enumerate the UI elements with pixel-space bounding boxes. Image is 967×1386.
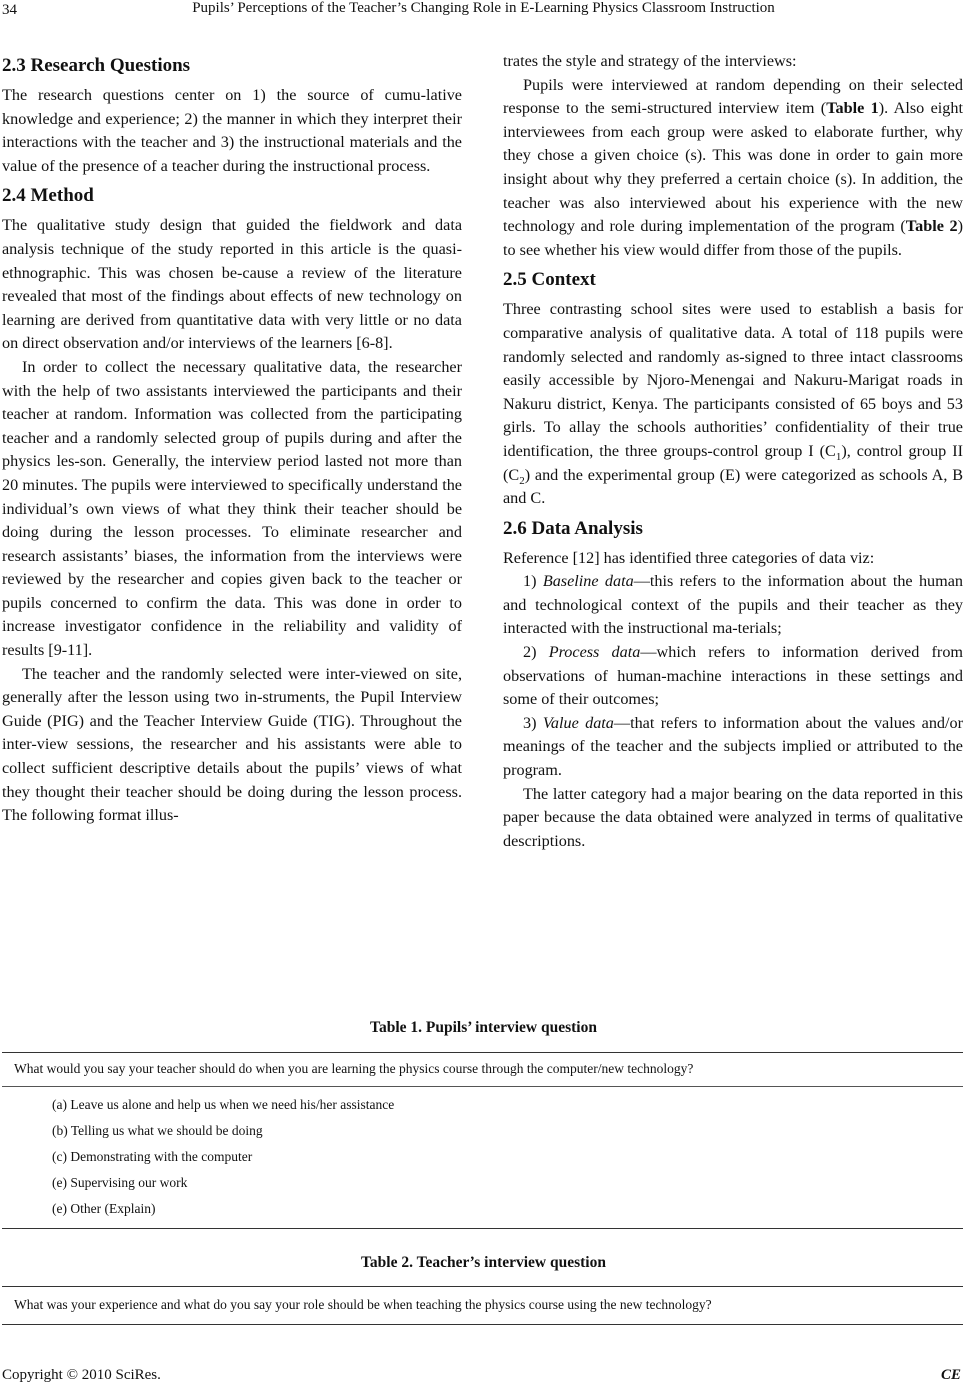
paragraph: trates the style and strategy of the interviews: (503, 52, 797, 70)
table-1-option: (c) Demonstrating with the computer (52, 1149, 253, 1164)
table-1-mid-rule (2, 1086, 963, 1087)
table-2-caption: Table 2. Teacher’s interview question (361, 1254, 606, 1271)
page-number: 34 (2, 2, 17, 18)
list-number: 1) (523, 572, 543, 591)
table-1-option: (b) Telling us what we should be doing (52, 1123, 263, 1138)
text-run: Pupils were interviewed at random depending on their selected response to the semi-structured interview item ( (503, 75, 963, 118)
table-1-caption: Table 1. Pupils’ interview question (370, 1019, 597, 1036)
list-item (503, 712, 963, 783)
table-1-bottom-rule (2, 1228, 963, 1229)
table-1-top-rule (2, 1052, 963, 1053)
left-column (2, 54, 462, 828)
text-run: —this refers to the information about the human and technological context of the pupils and their teacher as they interacted with the instructional ma-terials; (503, 572, 964, 638)
text-run: —which refers to information derived from observations of human-machine interactions in these settings and some of their outcomes; (503, 643, 964, 709)
term: Process data (548, 643, 641, 662)
table-2-top-rule (2, 1286, 963, 1287)
table-1-question: What would you say your teacher should do when you are learning the physics course through the computer/new technology? (14, 1061, 694, 1076)
right-column (503, 54, 963, 853)
section-heading-2-6: 2.6 Data Analysis (503, 517, 643, 539)
list-number: 3) (523, 713, 543, 732)
list-item (503, 570, 963, 641)
table-reference: Table 2 (905, 217, 958, 236)
paragraph: The qualitative study design that guided the fieldwork and data analysis technique of the study reported in this article is the quasi-ethnographic. This was chosen be-cause a review of the literature revealed that most of the findings about effects of new technology on learning are derived from quantitative data with very little or no data on direct observation and/or interviews of the learners [6-8]. (2, 216, 462, 353)
subscript: 2 (519, 474, 525, 487)
term: Value data (542, 713, 614, 732)
table-reference: Table 1 (826, 99, 879, 118)
term: Baseline data (542, 572, 634, 591)
text-run: ) and the experimental group (E) were categorized as schools A, B and C. (503, 465, 963, 508)
list-item (503, 641, 963, 712)
paragraph: In order to collect the necessary qualitative data, the researcher with the help of two assistants interviewed the participants and their teacher at random. Information was collected from the participating teacher and a randomly selected group of pupils during and after the physics les-son. Generally, the interview period lasted not more than 20 minutes. The pupils were interviewed to specifically understand the individual’s own views of what they think their teacher should be doing during the lesson processes. To eliminate researcher and research assistants’ biases, the information from the interviews were reviewed by the researcher and copies given back to the teacher or pupils concerned to confirm the data. This was done in order to increase investigator confidence in the reliability and validity of results [9-11]. (2, 357, 462, 660)
paragraph: Reference [12] has identified three categories of data viz: (503, 548, 875, 567)
subscript: 1 (835, 451, 842, 464)
journal-abbreviation: CE (940, 1367, 961, 1383)
text-run: ) to see whether his view would differ from those of the pupils. (503, 217, 963, 259)
table-2-bottom-rule (2, 1324, 963, 1325)
paragraph: The latter category had a major bearing on the data reported in this paper because the data obtained were analyzed in terms of qualitative descriptions. (503, 784, 963, 850)
table-1-option: (e) Other (Explain) (52, 1201, 156, 1216)
page-header (0, 0, 967, 26)
copyright-notice: Copyright © 2010 SciRes. (2, 1367, 161, 1383)
text-run: ). Also eight interviewees from each group were asked to elaborate further, why they chose a given choice (s). This was done in order to gain more insight about why they preferred a certain choice (s). In addition, the teacher was also interviewed about his experience with the new technology and role during implementation of the program ( (503, 99, 963, 236)
text-run: —that refers to information about the values and/or meanings of the teacher and the subjects implied or attributed to the program. (503, 713, 964, 780)
paragraph (503, 298, 963, 510)
table-2-question: What was your experience and what do you say your role should be when teaching the physics course using the new technology? (14, 1297, 712, 1312)
table-1-option: (e) Supervising our work (52, 1175, 188, 1190)
running-title: Pupils’ Perceptions of the Teacher’s Changing Role in E-Learning Physics Classroom Instruction (192, 0, 775, 16)
list-number: 2) (523, 643, 549, 662)
section-heading-2-5: 2.5 Context (503, 269, 596, 291)
text-run: ), control group II (C (503, 441, 963, 484)
text-run: Three contrasting school sites were used to establish a basis for comparative analysis of qualitative data. A total of 118 pupils were randomly selected and randomly as-signed to three intact classrooms easily accessible by Njoro-Menengai and Nakuru-Marigat roads in Nakuru district, Kenya. The participants consisted of 65 boys and 53 girls. To allay the schools authorities’ confidentiality of their true identification, the three groups-control group I (C (503, 300, 963, 460)
paragraph: The research questions center on 1) the source of cumu-lative knowledge and experience; 2) the manner in which they interpret their interactions with the teacher and 3) the instructional materials and the value of the presence of a teacher during the instructional process. (2, 86, 462, 175)
paragraph: The teacher and the randomly selected were inter-viewed on site, generally after the lesson using two in-struments, the Pupil Interview Guide (PIG) and the Teacher Interview Guide (TIG). Throughout the inter-view sessions, the researcher and his assistants were able to collect sufficient descriptive details about the pupils’ views of what they thought their teacher should be doing during the lesson process. The following format illus- (2, 664, 462, 825)
section-heading-2-3: 2.3 Research Questions (2, 55, 191, 76)
paragraph (503, 74, 963, 263)
section-heading-2-4: 2.4 Method (2, 185, 94, 207)
table-1-option: (a) Leave us alone and help us when we need his/her assistance (52, 1097, 395, 1112)
